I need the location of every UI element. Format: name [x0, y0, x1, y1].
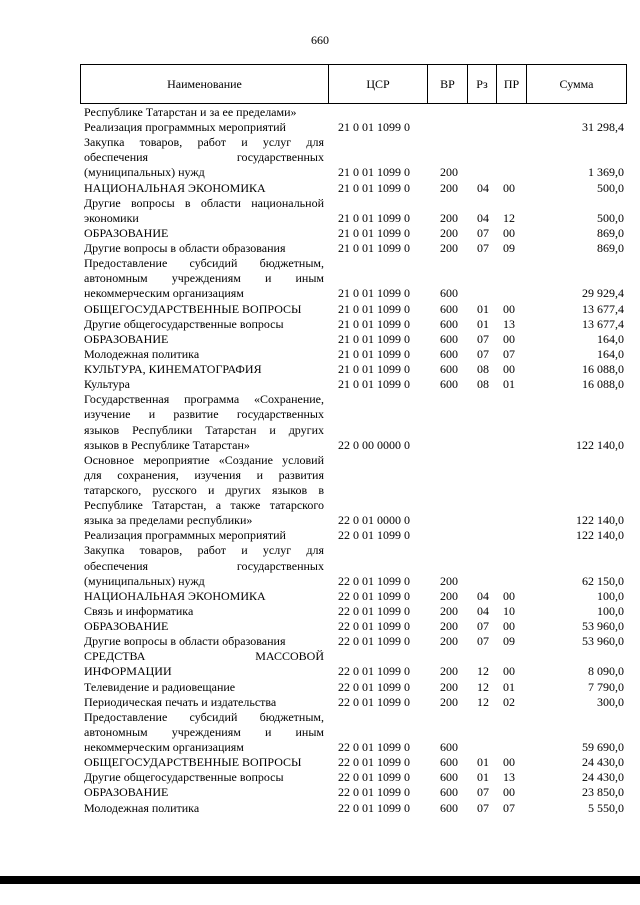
table-row: [0, 498, 640, 513]
cell-pr: 00: [503, 362, 515, 377]
table-row: [0, 483, 640, 498]
cell-pr: 01: [503, 377, 515, 392]
cell-name: ОБРАЗОВАНИЕ: [84, 225, 169, 240]
table-row: [0, 528, 640, 543]
cell-rz: 01: [477, 770, 489, 785]
cell-csr: 21 0 01 1099 0: [338, 120, 410, 135]
table-row: [0, 135, 640, 150]
cell-name: Предоставление субсидий бюджетным,: [84, 256, 324, 271]
table-row: [0, 347, 640, 362]
scan-border: [0, 876, 640, 884]
header-name: Наименование: [167, 77, 242, 91]
table-row: [0, 664, 640, 679]
cell-sum: 23 850,0: [582, 785, 624, 800]
cell-vr: 200: [440, 603, 458, 618]
cell-csr: 22 0 01 1099 0: [338, 634, 410, 649]
cell-sum: 500,0: [597, 210, 624, 225]
cell-csr: 22 0 01 1099 0: [338, 770, 410, 785]
cell-csr: 22 0 01 1099 0: [338, 694, 410, 709]
table-row: [0, 770, 640, 785]
cell-name: Другие общегосударственные вопросы: [84, 770, 284, 785]
table-row: [0, 543, 640, 558]
cell-name: (муниципальных) нужд: [84, 165, 205, 180]
cell-vr: 600: [440, 301, 458, 316]
cell-csr: 21 0 01 1099 0: [338, 210, 410, 225]
table-row: [0, 725, 640, 740]
cell-name: НАЦИОНАЛЬНАЯ ЭКОНОМИКА: [84, 588, 266, 603]
cell-name: Другие вопросы в области национальной: [84, 195, 324, 210]
table-row: [0, 453, 640, 468]
cell-csr: 21 0 01 1099 0: [338, 377, 410, 392]
cell-name: Культура: [84, 377, 130, 392]
cell-vr: 600: [440, 377, 458, 392]
table-row: [0, 286, 640, 301]
cell-name: ОБРАЗОВАНИЕ: [84, 785, 169, 800]
cell-vr: 600: [440, 362, 458, 377]
cell-sum: 53 960,0: [582, 634, 624, 649]
cell-csr: 22 0 01 1099 0: [338, 679, 410, 694]
cell-csr: 21 0 01 1099 0: [338, 346, 410, 361]
cell-rz: 08: [477, 362, 489, 377]
cell-rz: 07: [477, 800, 489, 815]
cell-pr: 10: [503, 603, 515, 618]
cell-sum: 164,0: [597, 346, 624, 361]
table-row: [0, 181, 640, 196]
cell-sum: 59 690,0: [582, 740, 624, 755]
cell-rz: 04: [477, 210, 489, 225]
cell-pr: 00: [503, 225, 515, 240]
cell-name: автономным учреждениям и иным: [84, 271, 324, 286]
cell-vr: 200: [440, 241, 458, 256]
cell-name: Реализация программных мероприятий: [84, 528, 286, 543]
cell-sum: 122 140,0: [576, 528, 624, 543]
cell-sum: 5 550,0: [588, 800, 624, 815]
cell-vr: 200: [440, 619, 458, 634]
cell-name: Другие вопросы в области образования: [84, 241, 286, 256]
table-row: [0, 165, 640, 180]
cell-name: Основное мероприятие «Создание условий: [84, 452, 324, 467]
cell-name: Молодежная политика: [84, 346, 200, 361]
table-row: [0, 392, 640, 407]
cell-vr: 200: [440, 225, 458, 240]
cell-name: татарского, русского и других языков в: [84, 483, 324, 497]
cell-sum: 16 088,0: [582, 362, 624, 377]
cell-rz: 12: [477, 694, 489, 709]
cell-sum: 53 960,0: [582, 619, 624, 634]
header-bottom-border: [80, 103, 627, 104]
cell-csr: 21 0 01 1099 0: [338, 180, 410, 195]
cell-name: ОБЩЕГОСУДАРСТВЕННЫЕ ВОПРОСЫ: [84, 755, 302, 770]
table-row: [0, 423, 640, 438]
cell-name: Другие общегосударственные вопросы: [84, 316, 284, 331]
cell-csr: 21 0 01 1099 0: [338, 316, 410, 331]
cell-sum: 869,0: [597, 225, 624, 240]
cell-csr: 22 0 01 1099 0: [338, 528, 410, 543]
table-row: [0, 559, 640, 574]
table-row: [0, 785, 640, 800]
header-divider: [626, 64, 627, 104]
header-sum: Сумма: [559, 77, 594, 91]
cell-name: обеспечения государственных: [84, 150, 324, 165]
cell-name: Телевидение и радиовещание: [84, 679, 236, 694]
cell-vr: 200: [440, 634, 458, 649]
cell-pr: 07: [503, 346, 515, 361]
cell-name: языков в Республике Татарстан»: [84, 437, 250, 452]
table-row: [0, 362, 640, 377]
cell-sum: 300,0: [597, 694, 624, 709]
cell-name: Другие вопросы в области образования: [84, 634, 286, 649]
cell-name: Закупка товаров, работ и услуг для: [84, 543, 324, 558]
cell-vr: 200: [440, 694, 458, 709]
cell-csr: 22 0 01 1099 0: [338, 755, 410, 770]
header-csr: ЦСР: [366, 77, 390, 91]
cell-sum: 100,0: [597, 588, 624, 603]
cell-csr: 21 0 01 1099 0: [338, 301, 410, 316]
cell-csr: 22 0 01 1099 0: [338, 603, 410, 618]
cell-pr: 00: [503, 301, 515, 316]
page-number: 660: [311, 33, 329, 47]
cell-name: НАЦИОНАЛЬНАЯ ЭКОНОМИКА: [84, 180, 266, 195]
cell-name: некоммерческим организациям: [84, 740, 244, 755]
table-row: [0, 710, 640, 725]
cell-rz: 07: [477, 241, 489, 256]
cell-pr: 07: [503, 800, 515, 815]
cell-rz: 01: [477, 301, 489, 316]
cell-vr: 600: [440, 755, 458, 770]
cell-sum: 13 677,4: [582, 301, 624, 316]
cell-name: ОБРАЗОВАНИЕ: [84, 331, 169, 346]
cell-sum: 869,0: [597, 241, 624, 256]
cell-sum: 29 929,4: [582, 286, 624, 301]
cell-sum: 62 150,0: [582, 573, 624, 588]
cell-rz: 08: [477, 377, 489, 392]
cell-sum: 122 140,0: [576, 513, 624, 528]
cell-name: Реализация программных мероприятий: [84, 120, 286, 135]
table-row: [0, 317, 640, 332]
cell-pr: 09: [503, 634, 515, 649]
cell-rz: 07: [477, 634, 489, 649]
cell-csr: 21 0 01 1099 0: [338, 362, 410, 377]
cell-name: экономики: [84, 210, 139, 225]
cell-vr: 600: [440, 800, 458, 815]
cell-rz: 07: [477, 331, 489, 346]
cell-pr: 12: [503, 210, 515, 225]
cell-pr: 09: [503, 241, 515, 256]
cell-name: Периодическая печать и издательства: [84, 694, 277, 709]
cell-csr: 22 0 01 1099 0: [338, 619, 410, 634]
table-row: [0, 634, 640, 649]
table-row: [0, 120, 640, 135]
cell-name: Предоставление субсидий бюджетным,: [84, 709, 324, 724]
cell-pr: 00: [503, 331, 515, 346]
table-row: [0, 332, 640, 347]
cell-pr: 01: [503, 679, 515, 694]
cell-vr: 200: [440, 573, 458, 588]
cell-sum: 24 430,0: [582, 770, 624, 785]
cell-vr: 200: [440, 210, 458, 225]
cell-pr: 00: [503, 588, 515, 603]
cell-vr: 200: [440, 165, 458, 180]
table-row: [0, 649, 640, 664]
cell-csr: 22 0 01 1099 0: [338, 588, 410, 603]
table-row: [0, 740, 640, 755]
cell-name: языков Республики Татарстан и других: [84, 422, 324, 437]
table-row: [0, 513, 640, 528]
table-row: [0, 211, 640, 226]
header-vr: ВР: [440, 77, 455, 91]
table-row: [0, 226, 640, 241]
cell-rz: 01: [477, 755, 489, 770]
cell-sum: 500,0: [597, 180, 624, 195]
cell-rz: 07: [477, 346, 489, 361]
cell-rz: 12: [477, 664, 489, 679]
cell-name: автономным учреждениям и иным: [84, 724, 324, 739]
cell-rz: 04: [477, 180, 489, 195]
cell-pr: 00: [503, 785, 515, 800]
table-row: [0, 196, 640, 211]
cell-name: Молодежная политика: [84, 800, 200, 815]
cell-name: ОБЩЕГОСУДАРСТВЕННЫЕ ВОПРОСЫ: [84, 301, 302, 316]
cell-pr: 13: [503, 770, 515, 785]
cell-csr: 22 0 00 0000 0: [338, 437, 410, 452]
table-row: [0, 407, 640, 422]
cell-csr: 22 0 01 1099 0: [338, 573, 410, 588]
cell-name: Республике Татарстан и за ее пределами»: [84, 105, 297, 119]
cell-sum: 16 088,0: [582, 377, 624, 392]
cell-csr: 21 0 01 1099 0: [338, 286, 410, 301]
cell-name: Государственная программа «Сохранение,: [84, 392, 324, 407]
cell-csr: 22 0 01 1099 0: [338, 664, 410, 679]
cell-rz: 07: [477, 225, 489, 240]
cell-csr: 22 0 01 1099 0: [338, 785, 410, 800]
cell-vr: 600: [440, 740, 458, 755]
cell-vr: 200: [440, 180, 458, 195]
cell-sum: 13 677,4: [582, 316, 624, 331]
table-row: [0, 438, 640, 453]
table-row: [0, 271, 640, 286]
cell-csr: 21 0 01 1099 0: [338, 331, 410, 346]
cell-rz: 12: [477, 679, 489, 694]
table-row: [0, 241, 640, 256]
header-rz: Рз: [476, 77, 488, 91]
table-row: [0, 574, 640, 589]
cell-sum: 7 790,0: [588, 679, 624, 694]
cell-name: Закупка товаров, работ и услуг для: [84, 135, 324, 150]
cell-vr: 600: [440, 286, 458, 301]
cell-name: обеспечения государственных: [84, 558, 324, 573]
cell-pr: 13: [503, 316, 515, 331]
cell-name: СРЕДСТВА МАССОВОЙ: [84, 649, 324, 664]
cell-rz: 07: [477, 619, 489, 634]
cell-vr: 600: [440, 770, 458, 785]
table-row: [0, 680, 640, 695]
cell-name: для сохранения, изучения и развития: [84, 467, 324, 482]
cell-sum: 31 298,4: [582, 120, 624, 135]
cell-csr: 22 0 01 1099 0: [338, 800, 410, 815]
table-row: [0, 589, 640, 604]
cell-vr: 200: [440, 664, 458, 679]
cell-csr: 21 0 01 1099 0: [338, 165, 410, 180]
cell-name: ОБРАЗОВАНИЕ: [84, 619, 169, 634]
cell-name: изучение и развитие государственных: [84, 407, 324, 422]
cell-vr: 200: [440, 588, 458, 603]
cell-name: ИНФОРМАЦИИ: [84, 664, 172, 679]
table-row: [0, 468, 640, 483]
table-row: [0, 801, 640, 816]
cell-pr: 00: [503, 619, 515, 634]
cell-vr: 600: [440, 346, 458, 361]
cell-sum: 122 140,0: [576, 437, 624, 452]
cell-rz: 04: [477, 588, 489, 603]
table-row: [0, 755, 640, 770]
cell-rz: 01: [477, 316, 489, 331]
table-row: [0, 105, 640, 120]
cell-sum: 24 430,0: [582, 755, 624, 770]
cell-csr: 21 0 01 1099 0: [338, 241, 410, 256]
table-row: [0, 302, 640, 317]
cell-sum: 8 090,0: [588, 664, 624, 679]
cell-pr: 00: [503, 755, 515, 770]
header-pr: ПР: [503, 77, 520, 91]
cell-vr: 600: [440, 331, 458, 346]
cell-name: КУЛЬТУРА, КИНЕМАТОГРАФИЯ: [84, 362, 262, 377]
cell-name: некоммерческим организациям: [84, 286, 244, 301]
cell-vr: 600: [440, 316, 458, 331]
cell-pr: 02: [503, 694, 515, 709]
table-row: [0, 695, 640, 710]
table-row: [0, 604, 640, 619]
cell-rz: 04: [477, 603, 489, 618]
cell-csr: 22 0 01 1099 0: [338, 740, 410, 755]
table-row: [0, 256, 640, 271]
cell-sum: 1 369,0: [588, 165, 624, 180]
table-row: [0, 377, 640, 392]
cell-sum: 100,0: [597, 603, 624, 618]
cell-name: языка за пределами республики»: [84, 513, 253, 528]
table-row: [0, 150, 640, 165]
cell-csr: 22 0 01 0000 0: [338, 513, 410, 528]
cell-name: Связь и информатика: [84, 603, 194, 618]
cell-rz: 07: [477, 785, 489, 800]
cell-pr: 00: [503, 664, 515, 679]
cell-csr: 21 0 01 1099 0: [338, 225, 410, 240]
cell-vr: 200: [440, 679, 458, 694]
cell-name: (муниципальных) нужд: [84, 573, 205, 588]
cell-vr: 600: [440, 785, 458, 800]
table-row: [0, 619, 640, 634]
cell-name: Республике Татарстан, а также татарского: [84, 498, 324, 513]
cell-sum: 164,0: [597, 331, 624, 346]
cell-pr: 00: [503, 180, 515, 195]
